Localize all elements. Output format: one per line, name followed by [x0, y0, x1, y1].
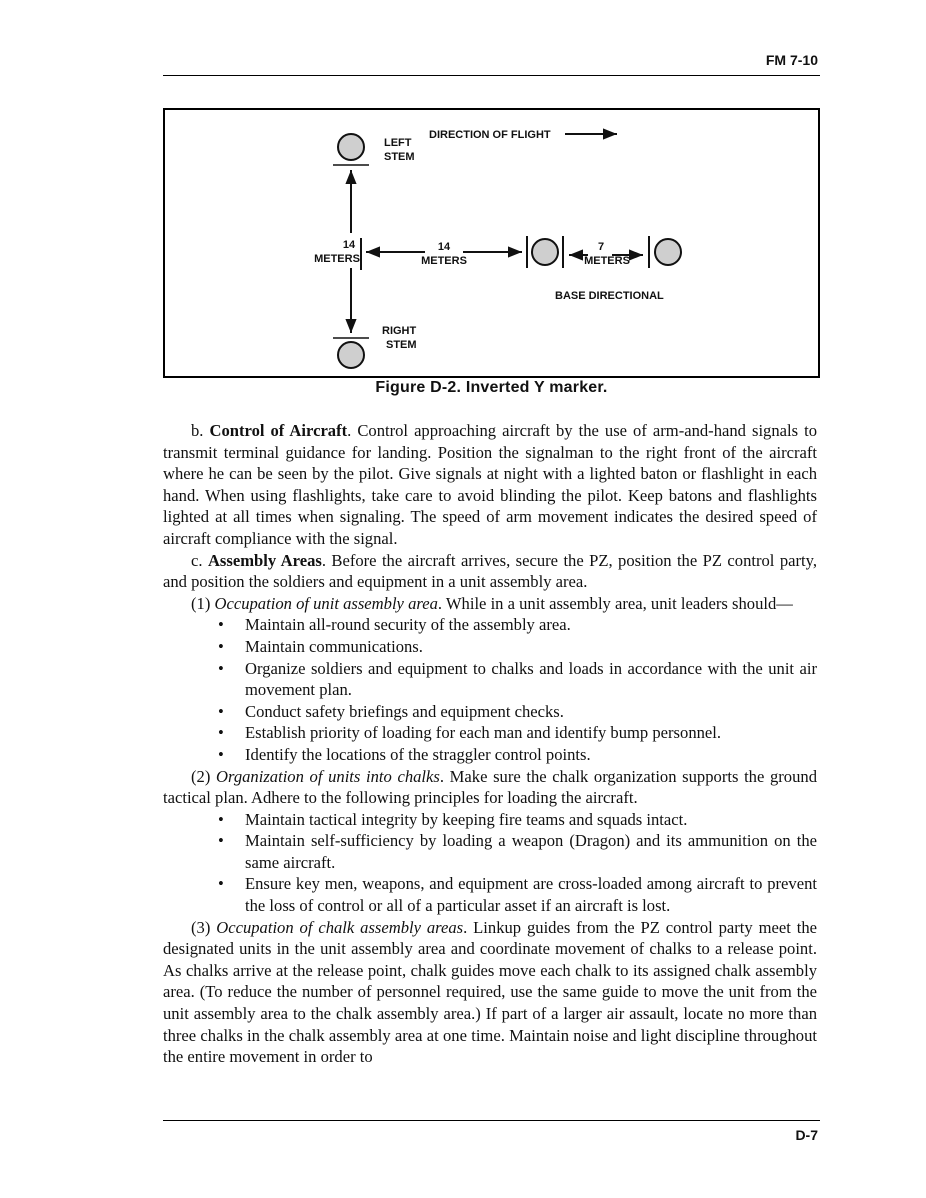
directional-marker — [655, 239, 681, 265]
paragraph-c1: (1) Occupation of unit assembly area. While in a unit assembly area, unit leaders should— — [191, 593, 793, 613]
left-stem-marker — [338, 134, 364, 160]
stem-distance-unit: METERS — [314, 253, 360, 265]
right-stem-marker — [338, 342, 364, 368]
document-id: FM 7-10 — [765, 52, 818, 68]
left-stem-label-2: STEM — [384, 151, 415, 163]
list-item: • Conduct safety briefings and equipment checks. — [245, 701, 817, 723]
list-item: • Maintain self-sufficiency by loading a weapon (Dragon) and its ammunition on the same aircraft. — [245, 830, 817, 873]
paragraph-b: b. Control of Aircraft. Control approaching aircraft by the use of arm-and-hand signals to transmit terminal guidance for landing. Position the signalman to the right front of the aircraft where he can be seen by the pilot. Give signals at night with a lighted baton or flashlight in each hand. When using flashlights, take care to avoid blinding the pilot. Keep batons and flashlights lighted at all times when signaling. The speed of arm movement indicates the desired speed of aircraft compliance with the signal. — [163, 421, 818, 548]
list-item: • Organize soldiers and equipment to chalks and loads in accordance with the unit air movement plan. — [245, 658, 817, 701]
direction-of-flight-label: DIRECTION OF FLIGHT — [429, 129, 551, 141]
directional-spacing-unit: METERS — [584, 255, 630, 267]
paragraph-c: c. Assembly Areas. Before the aircraft arrives, secure the PZ, position the PZ control party, and position the soldiers and equipment in a unit assembly area. — [163, 550, 817, 592]
list-item: • Identify the locations of the straggler control points. — [245, 744, 817, 766]
stem-distance-value: 14 — [342, 239, 356, 251]
page-number: D-7 — [795, 1127, 818, 1143]
list-item: • Maintain all-round security of the assembly area. — [245, 614, 817, 636]
figure-caption: Figure D-2. Inverted Y marker. — [375, 379, 608, 396]
paragraph-c3: (3) Occupation of chalk assembly areas. Linkup guides from the PZ control party meet the designated units in the unit assembly area and coordinate movement of chalks to a release point. As chalks arrive at the release point, chalk guides move each chalk to its assigned chalk assembly area. (To reduce the number of personnel required, use the same guide to move the unit from the unit assembly area to the chalk assembly area.) If part of a larger air assault, locate no more than three chalks in the chalk assembly area at one time. Maintain noise and light discipline throughout the entire movement in order to — [163, 917, 817, 1067]
list-item: • Ensure key men, weapons, and equipment are cross-loaded among aircraft to prevent the loss of control or all of a particular asset if an aircraft is lost. — [245, 873, 817, 916]
footer-rule — [163, 1120, 820, 1121]
list-item: • Establish priority of loading for each man and identify bump personnel. — [245, 722, 817, 744]
inverted-y-marker-figure — [163, 108, 820, 378]
base-marker — [532, 239, 558, 265]
right-stem-label-2: STEM — [386, 339, 417, 351]
assembly-area-list — [163, 614, 817, 765]
list-item: • Maintain tactical integrity by keeping fire teams and squads intact. — [245, 809, 817, 831]
left-stem-label-1: LEFT — [384, 137, 412, 149]
directional-spacing-value: 7 — [597, 241, 605, 253]
list-item: • Maintain communications. — [245, 636, 817, 658]
base-distance-value: 14 — [437, 241, 451, 253]
base-directional-label: BASE DIRECTIONAL — [555, 290, 664, 302]
inverted-y-diagram — [165, 110, 818, 376]
base-distance-unit: METERS — [421, 255, 467, 267]
right-stem-label-1: RIGHT — [382, 325, 417, 337]
body-text — [163, 420, 817, 1068]
header-rule — [163, 75, 820, 76]
paragraph-c2: (2) Organization of units into chalks. Make sure the chalk organization supports the ground tactical plan. Adhere to the following principles for loading the aircraft. — [163, 766, 817, 808]
loading-principles-list — [163, 809, 817, 917]
